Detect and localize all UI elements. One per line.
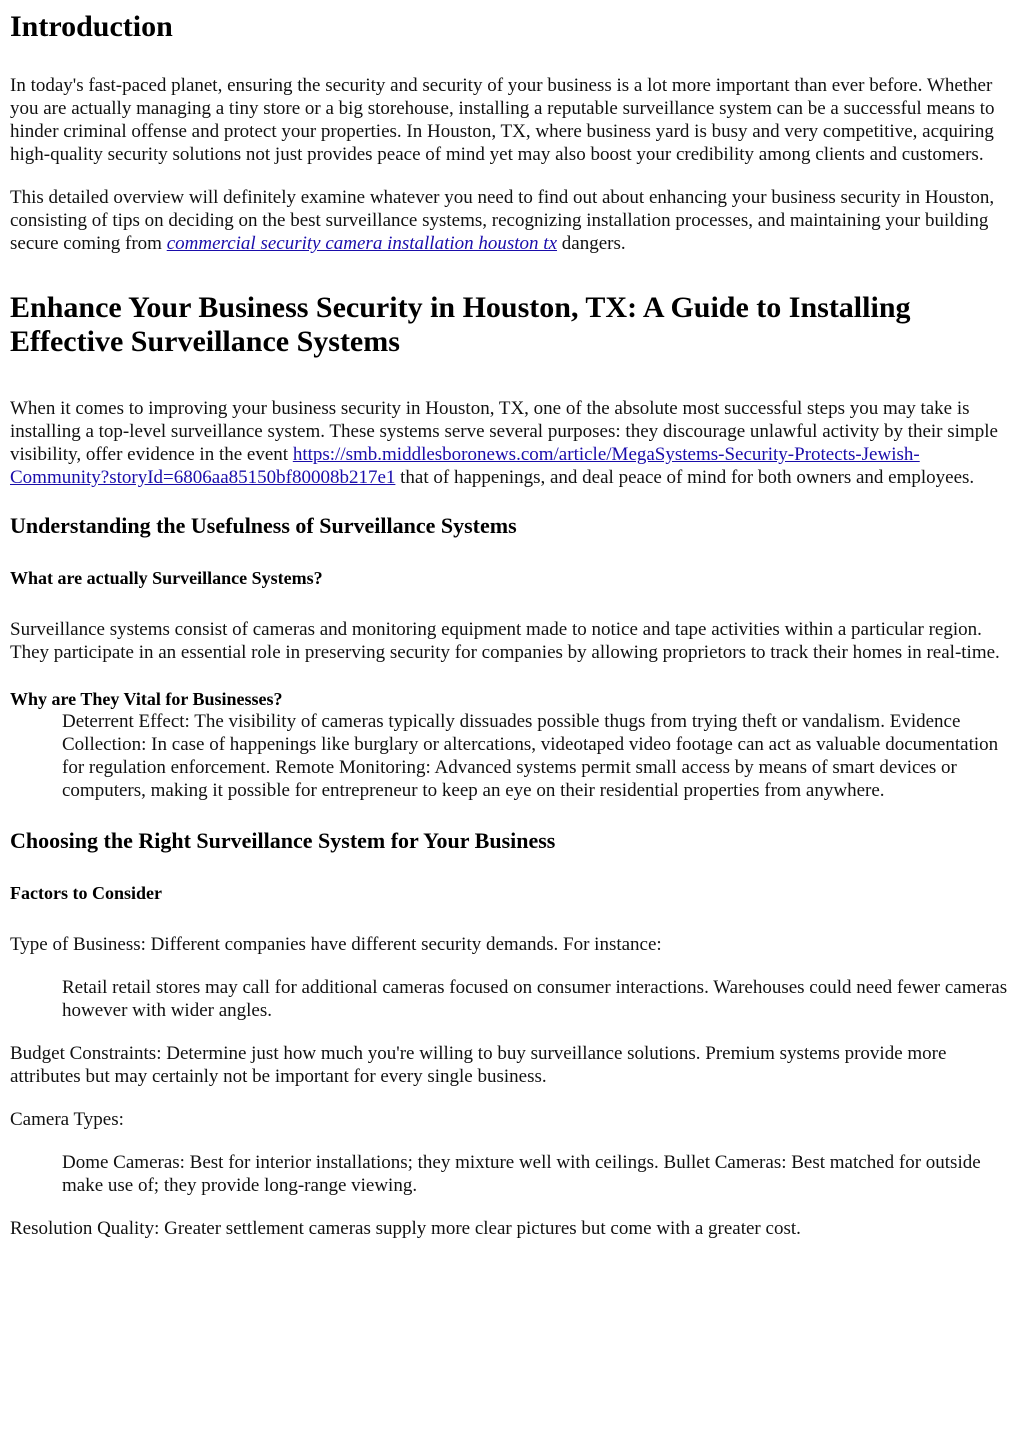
type-of-business-paragraph: Type of Business: Different companies have different security demands. For instance: — [10, 934, 662, 955]
why-heading: Why are They Vital for Businesses? — [10, 689, 283, 709]
factors-heading: Factors to Consider — [10, 883, 162, 903]
intro-paragraph-2-tail: dangers. — [557, 233, 626, 254]
commercial-security-link[interactable]: commercial security camera installation houston tx — [166, 233, 558, 254]
budget-paragraph: Budget Constraints: Determine just how much you're willing to buy surveillance solutions. Premium systems provide more attributes but may certainly not be important for every single business. — [10, 1043, 947, 1087]
camera-indented-paragraph: Dome Cameras: Best for interior installations; they mixture well with ceilings. Bullet Cameras: Best matched for outside make use of; they provide long-range viewing. — [62, 1152, 981, 1196]
intro-paragraph-1: In today's fast-paced planet, ensuring the security and security of your business is a lot more important than ever before. Whether you are actually managing a tiny store or a big storehouse, installing a reputable surveillance system can be a successful means to hinder criminal offense and protect your properties. In Houston, TX, where business yard is busy and very competitive, acquiring high-quality security solutions not just provides peace of mind yet may also boost your credibility among clients and customers. — [10, 75, 995, 165]
guide-paragraph — [10, 397, 1014, 489]
guide-paragraph-text: When it comes to improving your business security in Houston, TX, one of the absolute most successful steps you may take is installing a top-level surveillance system. These systems serve several purposes: they discourage unlawful activity by their simple visibility, offer evidence in the event — [10, 398, 998, 465]
what-heading: What are actually Surveillance Systems? — [10, 568, 323, 588]
intro-paragraph-2-text: This detailed overview will definitely examine whatever you need to find out about enhancing your business security in Houston, consisting of tips on deciding on the best surveillance systems, recognizing installation processes, and maintaining your building secure coming from — [10, 187, 995, 254]
usefulness-heading: Understanding the Usefulness of Surveillance Systems — [10, 513, 517, 538]
middlesboro-news-link[interactable]: https://smb.middlesboronews.com/article/MegaSystems-Security-Protects-Jewish-Community?storyId=6806aa85150bf80008b217e1 — [10, 444, 920, 488]
choosing-heading: Choosing the Right Surveillance System for Your Business — [10, 828, 556, 853]
guide-paragraph-tail: that of happenings, and deal peace of mind for both owners and employees. — [395, 467, 975, 488]
intro-heading: Introduction — [10, 10, 173, 43]
camera-types-paragraph: Camera Types: — [10, 1109, 124, 1130]
what-paragraph: Surveillance systems consist of cameras and monitoring equipment made to notice and tape activities within a particular region. They participate in an essential role in preserving security for companies by allowing proprietors to track their homes in real-time. — [10, 619, 1000, 663]
guide-heading: Enhance Your Business Security in Houston, TX: A Guide to Installing Effective Surveillance Systems — [10, 291, 911, 358]
why-indented-paragraph: Deterrent Effect: The visibility of cameras typically dissuades possible thugs from trying theft or vandalism. Evidence Collection: In case of happenings like burglary or altercations, videotaped video footage can act as valuable documentation for regulation enforcement. Remote Monitoring: Advanced systems permit small access by means of smart devices or computers, making it possible for entrepreneur to keep an eye on their residential properties from anywhere. — [62, 711, 999, 801]
type-indented-paragraph: Retail retail stores may call for additional cameras focused on consumer interactions. Warehouses could need fewer cameras however with wider angles. — [62, 977, 1008, 1021]
resolution-paragraph: Resolution Quality: Greater settlement cameras supply more clear pictures but come with a greater cost. — [10, 1218, 801, 1239]
intro-paragraph-2 — [10, 186, 1014, 255]
